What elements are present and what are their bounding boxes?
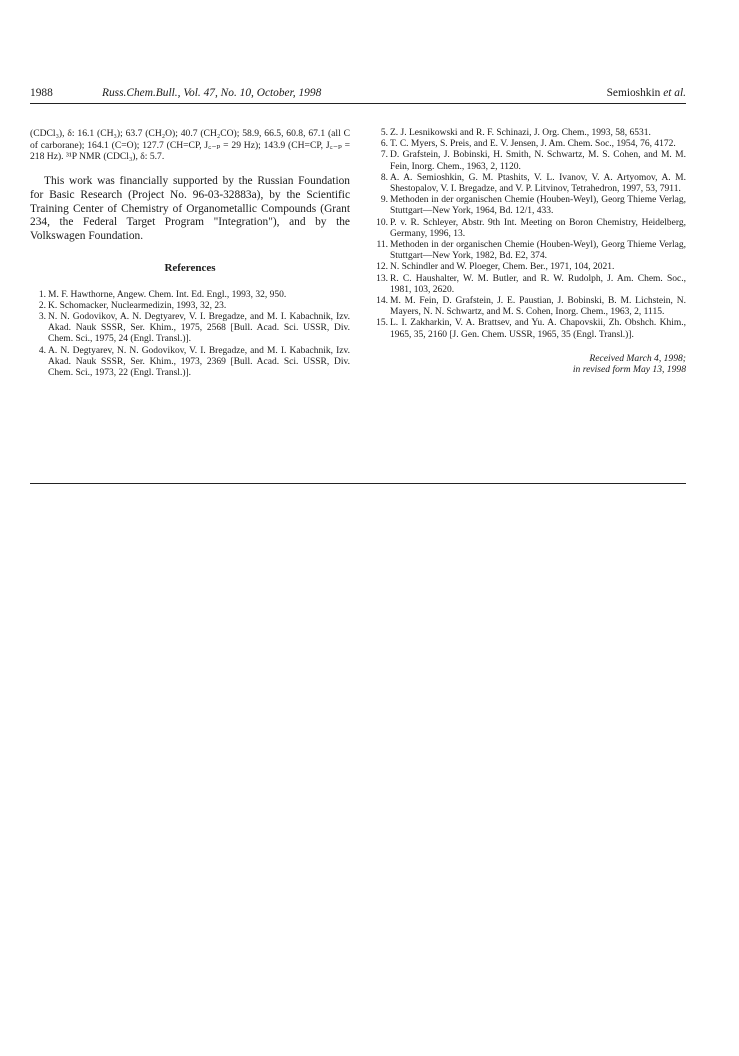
reference-text: P. v. R. Schleyer, Abstr. 9th Int. Meeting on Boron Chemistry, Heidelberg, Germany, 1996, 13. [390,217,686,239]
reference-text: A. N. Degtyarev, N. N. Godovikov, V. I. Bregadze, and M. I. Kabachnik, Izv. Akad. Nauk SSSR, Ser. Khim., 1973, 2369 [Bull. Acad. Sci. USSR, Div. Chem. Sci., 1973, 22 (Engl. Transl.)]. [48,345,350,379]
reference-item [372,296,686,318]
acknowledgment-paragraph: This work was financially supported by the Russian Foundation for Basic Research (Project No. 96-03-32883a), by the Scientific Training Center of Chemistry of Organometallic Compounds (Grant 234, the Federal Target Program "Integration"), and by the Volkswagen Foundation. [30,175,350,242]
author-suffix: et al. [663,87,686,99]
reference-text: Methoden in der organischen Chemie (Houben-Weyl), Georg Thieme Verlag, Stuttgart—New York, 1982, Bd. E2, 374. [390,240,686,262]
running-author [607,85,686,101]
reference-number: 3. [38,312,46,323]
reference-number: 8. [380,172,388,183]
references-list-left [30,290,350,380]
reference-item [30,301,350,312]
reference-text: D. Grafstein, J. Bobinski, H. Smith, N. Schwartz, M. S. Cohen, and M. M. Fein, Inorg. Chem., 1963, 2, 1120. [390,150,686,172]
reference-item [372,318,686,340]
reference-item [30,346,350,380]
reference-text: Z. J. Lesnikowski and R. F. Schinazi, J. Org. Chem., 1993, 58, 6531. [390,128,651,138]
reference-number: 1. [38,289,46,300]
reference-item [372,274,686,296]
running-header [30,85,686,101]
reference-item [372,218,686,240]
received-dates [372,353,686,376]
reference-item [372,173,686,195]
reference-number: 14. [376,296,388,307]
reference-text: N. N. Godovikov, A. N. Degtyarev, V. I. Bregadze, and M. I. Kabachnik, Izv. Akad. Nauk SSSR, Ser. Khim., 1975, 2568 [Bull. Acad. Sci. USSR, Div. Chem. Sci., 1975, 24 (Engl. Transl.)]. [48,312,350,345]
reference-text: N. Schindler and W. Ploeger, Chem. Ber., 1971, 104, 2021. [390,262,615,273]
reference-item [372,139,686,150]
author-name: Semioshkin [606,87,661,99]
reference-item [372,150,686,172]
right-column [372,128,686,376]
footer-rule [30,483,686,484]
reference-item [30,312,350,346]
reference-text: Methoden in der organischen Chemie (Houben-Weyl), Georg Thieme Verlag, Stuttgart—New York, 1964, Bd. 12/1, 433. [390,195,686,217]
left-column [30,128,350,379]
nmr-data-paragraph: (CDCl₃), δ: 16.1 (CH₃); 63.7 (CH₂O); 40.7 (CH₂CO); 58.9, 66.5, 60.8, 67.1 (all C of carborane); 164.1 (C=O); 127.7 (CH=CP, J꜀₋ₚ = 29 Hz); 143.9 (CH=CP, J꜀₋ₚ = 218 Hz). ³¹P NMR (CDCl₃), δ: 5.7. [30,128,350,163]
reference-number: 15. [376,318,388,329]
reference-item [372,240,686,262]
reference-number: 12. [376,262,388,273]
reference-item [372,195,686,217]
reference-number: 6. [380,139,388,150]
reference-number: 11. [376,240,388,251]
reference-text: M. F. Hawthorne, Angew. Chem. Int. Ed. Engl., 1993, 32, 950. [48,289,287,300]
reference-number: 5. [380,128,388,138]
header-rule [30,103,686,104]
page-number: 1988 [30,87,53,99]
reference-text: R. C. Haushalter, W. M. Butler, and R. W. Rudolph, J. Am. Chem. Soc., 1981, 103, 2620. [390,273,686,295]
reference-number: 13. [376,273,388,284]
references-heading: References [164,261,216,274]
reference-item [372,262,686,273]
reference-text: L. I. Zakharkin, V. A. Brattsev, and Yu. A. Chapovskii, Zh. Obshch. Khim., 1965, 35, 2160 [J. Gen. Chem. USSR, 1965, 35 (Engl. Transl.)]. [390,318,686,340]
reference-text: T. C. Myers, S. Preis, and E. V. Jensen, J. Am. Chem. Soc., 1954, 76, 4172. [390,139,676,150]
reference-number: 9. [380,195,388,206]
reference-text: M. M. Fein, D. Grafstein, J. E. Paustian, J. Bobinski, B. M. Lichstein, N. Mayers, N. N. Schwartz, and M. S. Cohen, Inorg. Chem., 1963, 2, 1115. [390,296,686,318]
journal-citation: Russ.Chem.Bull., Vol. 47, No. 10, October, 1998 [102,87,322,99]
reference-item [30,290,350,301]
reference-text: K. Schomacker, Nuclearmedizin, 1993, 32, 23. [48,300,227,311]
reference-number: 2. [38,300,46,311]
reference-number: 4. [38,345,46,356]
reference-number: 7. [380,150,388,161]
revised-date: in revised form May 13, 1998 [572,364,686,376]
reference-number: 10. [376,217,388,228]
references-list-right [372,128,686,341]
reference-text: A. A. Semioshkin, G. M. Ptashits, V. L. Ivanov, V. A. Artyomov, A. M. Shestopalov, V. I. Bregadze, and V. P. Litvinov, Tetrahedron, 1997, 53, 7911. [390,172,686,195]
reference-item [372,128,686,139]
received-date: Received March 4, 1998; [589,352,686,364]
